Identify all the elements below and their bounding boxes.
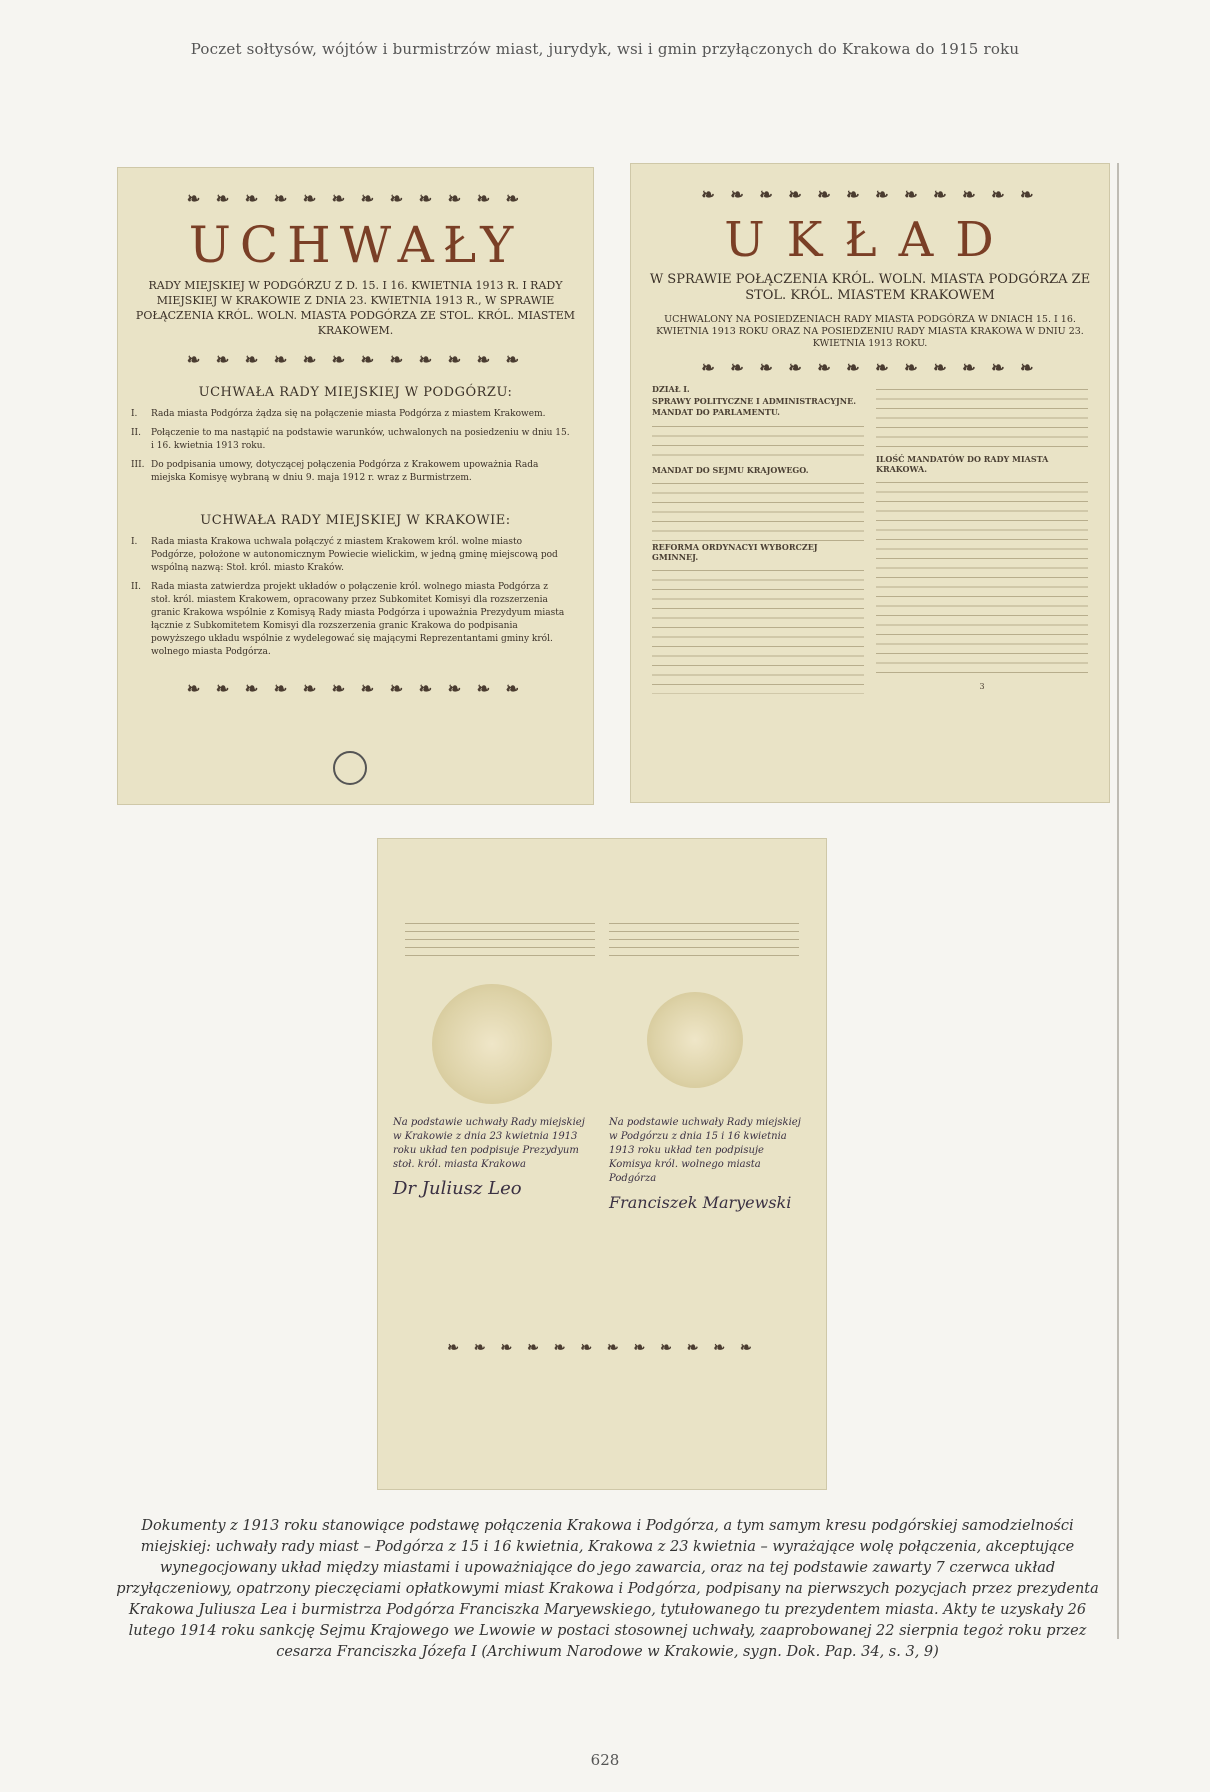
column-left: DZIAŁ I. SPRAWY POLITYCZNE I ADMINISTRACYJNE. MANDAT DO PARLAMENTU. MANDAT DO SEJMU KRAJOWEGO. REFORMA ORDYNACYI WYBORCZEJ GMINNEJ. — [652, 383, 864, 694]
document-uchwaly — [117, 167, 594, 805]
text-columns — [630, 377, 1110, 700]
section-heading: UCHWAŁA RADY MIEJSKIEJ W PODGÓRZU: — [198, 385, 513, 400]
list-item: II. Połączenie to ma nastąpić na podstawie warunków, uchwalonych na posiedzeniu w dniu 15. i 16. kwietnia 1913 roku. — [131, 428, 570, 451]
list-item: III. Do podpisania umowy, dotyczącej połączenia Podgórza z Krakowem upoważnia Rada miejska Komisyę wybraną w dniu 9. maja 1912 r. wraz z Burmistrzem. — [131, 460, 539, 483]
document-title: UKŁAD — [724, 212, 1016, 268]
document-signatures — [377, 838, 827, 1490]
wafer-seal-podgorze — [647, 992, 743, 1088]
section-heading: UCHWAŁA RADY MIEJSKIEJ W KRAKOWIE: — [200, 513, 511, 528]
ornament-row: ❧ ❧ ❧ ❧ ❧ ❧ ❧ ❧ ❧ ❧ ❧ ❧ — [701, 185, 1039, 204]
figure-caption: Dokumenty z 1913 roku stanowiące podstawę połączenia Krakowa i Podgórza, a tym samym kresu podgórskiej samodzielności miejskiej: uchwały rady miast – Podgórza z 15 i 16 kwietnia, Krakowa z 23 kwietnia – wyrażające wolę połączenia, akceptujące wynegocjowany układ między miastami i upoważniające do jego zawarcia, oraz na tej podstawie zawarty 7 czerwca układ przyłączeniowy, opatrzony pieczęciami opłatkowymi miast Krakowa i Podgórza, podpisany na pierwszych pozycjach przez prezydenta Krakowa Juliusza Lea i burmistrza Podgórza Franciszka Maryewskiego, tytułowanego tu prezydentem miasta. Akty te uzyskały 26 lutego 1914 roku sankcję Sejmu Krajowego we Lwowie w postaci stosownej uchwały, zaaprobowanej 22 sierpnia tegoż roku przez cesarza Franciszka Józefa I (Archiwum Narodowe w Krakowie, sygn. Dok. Pap. 34, s. 3, 9) — [116, 1518, 1099, 1660]
running-header: Poczet sołtysów, wójtów i burmistrzów miast, jurydyk, wsi i gmin przyłączonych do Krakowa do 1915 roku — [190, 40, 1020, 58]
document-subtitle-2: UCHWALONY NA POSIEDZENIACH RADY MIASTA PODGÓRZA W DNIACH 15. I 16. KWIETNIA 1913 ROKU ORAZ NA POSIEDZENIU RADY MIASTA KRAKOWA W DNIU 23. KWIETNIA 1913 ROKU. — [656, 314, 1084, 349]
ornament-row: ❧ ❧ ❧ ❧ ❧ ❧ ❧ ❧ ❧ ❧ ❧ ❧ — [186, 350, 525, 369]
document-subtitle: RADY MIEJSKIEJ W PODGÓRZU Z D. 15. I 16. KWIETNIA 1913 R. I RADY MIEJSKIEJ W KRAKOWIE Z DNIA 23. KWIETNIA 1913 R., W SPRAWIE POŁĄCZENIA KRÓL. WOLN. MIASTA PODGÓRZA ZE STOL. KRÓL. MIASTEM KRAKOWEM. — [135, 279, 576, 337]
page-number: 628 — [590, 1751, 620, 1769]
ornament-row: ❧ ❧ ❧ ❧ ❧ ❧ ❧ ❧ ❧ ❧ ❧ ❧ — [447, 1340, 757, 1356]
ornament-row: ❧ ❧ ❧ ❧ ❧ ❧ ❧ ❧ ❧ ❧ ❧ ❧ — [186, 189, 525, 208]
list-item: I. Rada miasta Podgórza żądza się na połączenie miasta Podgórza z miastem Krakowem. — [131, 409, 546, 419]
column-right: ILOŚĆ MANDATÓW DO RADY MIASTA KRAKOWA. 3 — [876, 383, 1088, 694]
wafer-seal-krakow — [432, 984, 552, 1104]
signature-block-krakow: Na podstawie uchwały Rady miejskiej w Krakowie z dnia 23 kwietnia 1913 roku układ ten podpisuje Prezydyum stoł. król. miasta Krakowa Dr Juliusz Leo — [393, 1117, 585, 1199]
signature-block-podgorze: Na podstawie uchwały Rady miejskiej w Podgórzu z dnia 15 i 16 kwietnia 1913 roku układ ten podpisuje Komisya król. wolnego miasta Podgórza Franciszek Maryewski — [609, 1117, 801, 1212]
document-title: UCHWAŁY — [188, 216, 523, 274]
stamp-seal — [333, 751, 367, 785]
document-subtitle: W SPRAWIE POŁĄCZENIA KRÓL. WOLN. MIASTA PODGÓRZA ZE STOL. KRÓL. MIASTEM KRAKOWEM — [649, 272, 1091, 303]
document-uklad — [630, 163, 1110, 803]
ornament-row: ❧ ❧ ❧ ❧ ❧ ❧ ❧ ❧ ❧ ❧ ❧ ❧ — [701, 358, 1039, 377]
list-item: II. Rada miasta zatwierdza projekt układów o połączenie król. wolnego miasta Podgórza z stoł. król. miastem Krakowem, opracowany przez Subkomitet Komisyi dla rozszerzenia granic Krakowa wspólnie z Komisyą Rady miasta Podgórza i upoważnia Prezydyum miasta łącznie z Subkomitetem Komisyi dla rozszerzenia granic Krakowa do podpisania powyższego układu wspólnie z wydelegować się mającymi Reprezentantami gminy król. wolnego miasta Podgórza. — [131, 582, 565, 657]
list-item: I. Rada miasta Krakowa uchwala połączyć z miastem Krakowem król. wolne miasto Podgórze, położone w autonomicznym Powiecie wielickim, w jedną gminę miejscową pod wspólną nazwą: Stoł. król. miasto Kraków. — [131, 537, 558, 573]
ornament-row: ❧ ❧ ❧ ❧ ❧ ❧ ❧ ❧ ❧ ❧ ❧ ❧ — [186, 679, 525, 698]
